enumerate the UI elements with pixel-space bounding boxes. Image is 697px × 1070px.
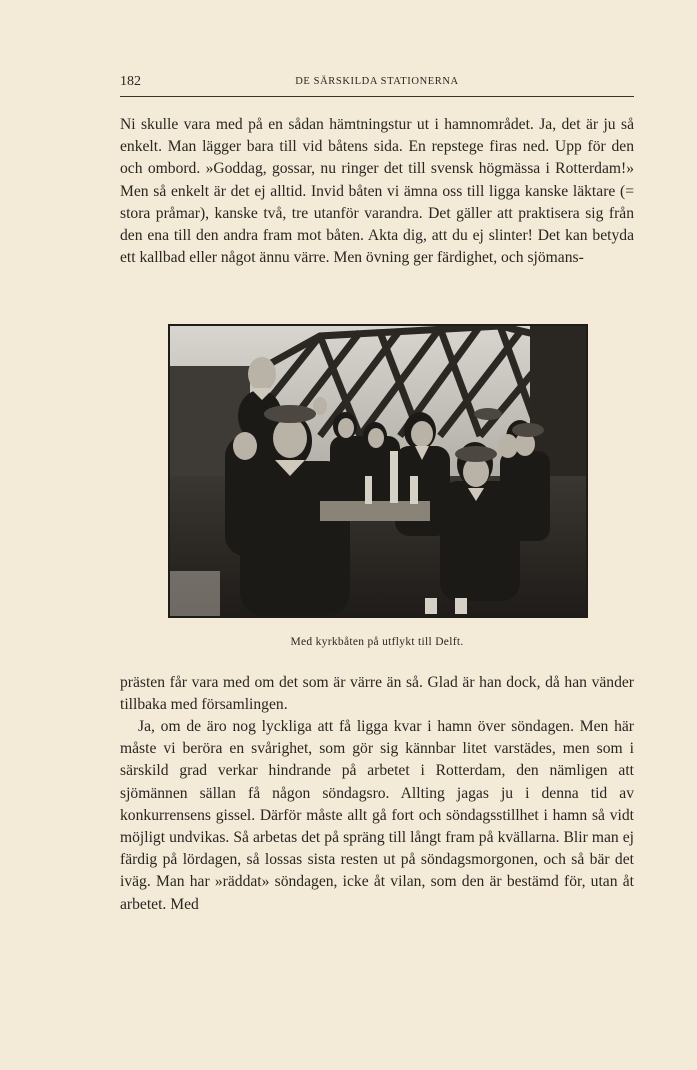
- body-paragraph-2: prästen får vara med om det som är värre än så. Glad är han dock, då han vänder tillbaka med församlingen.: [120, 674, 634, 714]
- body-paragraph-1: Ni skulle vara med på en sådan hämtningstur ut i hamnområdet. Ja, det är ju så enkelt. Man lägger bara till vid båtens sida. En repstege firas ned. Upp för den och ombord. »Goddag, gossar, nu ringer det till svensk högmässa i Rotterdam!» Men så enkelt är det ej alltid. Invid båten vi ämna oss till ligga kanske läktare (= stora pråmar), kanske två, tre utanför varandra. Det gäller att praktisera sig från den ena till den andra fram mot båten. Akta dig, att du ej slinter! Det kan betyda ett kallbad eller något ännu värre. Men övning ger färdighet, och sjömans-: [120, 116, 634, 267]
- page-number: 182: [120, 74, 141, 89]
- body-paragraph-3: Ja, om de äro nog lyckliga att få ligga kvar i hamn över söndagen. Men här måste vi beröra en svårighet, som gör sig kännbar litet varstädes, men som i särskild grad verkar hindrande på arbetet i Rotterdam, den nämligen att sjömännen sällan få någon söndagsro. Allting jagas ju i denna tid av konkurrensens gissel. Därför måste allt gå fort och söndagsstillhet i hamn så vidt möjligt undvikas. Så arbetas det på spräng till långt fram på kvällarna. Blir man ej färdig på lördagen, så lossas sista resten ut på söndagsmorgonen, och så bär det iväg. Man har »räddat» söndagen, icke åt vilan, som den är bestämd för, utan åt arbetet. Med: [120, 718, 634, 913]
- page-header: [120, 74, 634, 97]
- running-head: DE SÄRSKILDA STATIONERNA: [295, 76, 459, 87]
- photo-illustration: [170, 326, 586, 616]
- figure-caption: Med kyrkbåten på utflykt till Delft.: [290, 636, 464, 648]
- photograph-boat-excursion: [168, 324, 588, 618]
